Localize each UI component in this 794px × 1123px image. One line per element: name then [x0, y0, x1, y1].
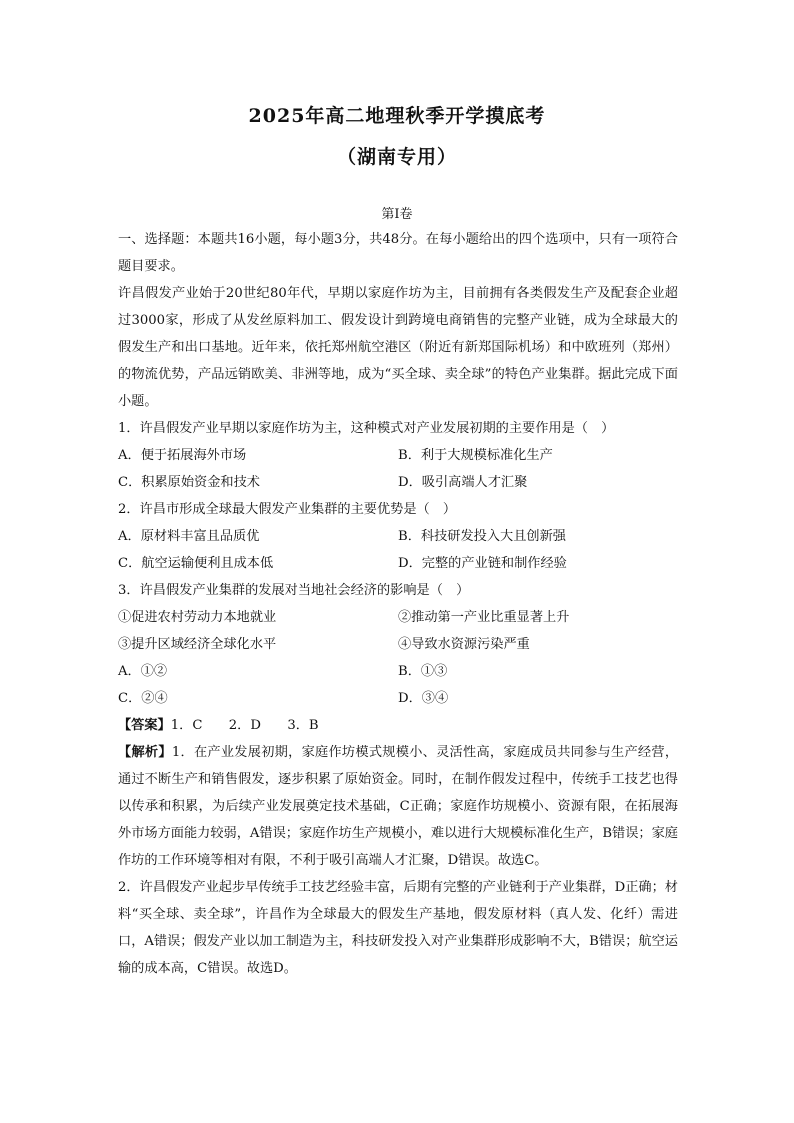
analysis-text-1: 1．在产业发展初期，家庭作坊模式规模小、灵活性高，家庭成员共同参与生产经营，通过不断生产和销售假发，逐步积累了原始资金。同时，在制作假发过程中，传统手工技艺也得以传承和积累，为后续产业发展奠定技术基础，C正确；家庭作坊规模小、资源有限，在拓展海外市场方面能力较弱，A错误；家庭作坊生产规模小，难以进行大规模标准化生产，B错误；家庭作坊的工作环境等相对有限，不利于吸引高端人才汇聚，D错误。故选C。: [118, 745, 679, 868]
option-b: B．①③: [398, 664, 448, 679]
question-stem: 3．许昌假发产业集群的发展对当地社会经济的影响是（ ）: [118, 583, 470, 598]
option-a: A．便于拓展海外市场: [118, 448, 247, 463]
question-stem: 1．许昌假发产业早期以家庭作坊为主，这种模式对产业发展初期的主要作用是（ ）: [118, 421, 615, 436]
question-2-options-row-2: [118, 550, 678, 577]
statement-4: ④导致水资源污染严重: [398, 637, 530, 652]
analysis-paragraph-1: [118, 739, 678, 874]
option-c: C．②④: [118, 691, 168, 706]
answer-label: 【答案】: [118, 718, 171, 733]
question-3-statements-row-1: [118, 604, 678, 631]
option-c: C．航空运输便利且成本低: [118, 556, 274, 571]
option-d: D．③④: [398, 691, 449, 706]
answer-line: [118, 712, 678, 739]
option-b: B．科技研发投入大且创新强: [398, 529, 566, 544]
question-3-options-row-1: [118, 658, 678, 685]
reading-passage: 许昌假发产业始于20世纪80年代，早期以家庭作坊为主，目前拥有各类假发生产及配套企业超过3000家，形成了从发丝原料加工、假发设计到跨境电商销售的完整产业链，成为全球最大的假发生产和出口基地。近年来，依托郑州航空港区（附近有新郑国际机场）和中欧班列（郑州）的物流优势，产品远销欧美、非洲等地，成为“买全球、卖全球”的特色产业集群。据此完成下面小题。: [118, 286, 678, 409]
document-body: [118, 226, 678, 982]
document-subtitle: （湖南专用）: [336, 146, 457, 168]
option-d: D．完整的产业链和制作经验: [398, 556, 567, 571]
statement-2: ②推动第一产业比重显著上升: [398, 610, 570, 625]
statement-1: ①促进农村劳动力本地就业: [118, 610, 277, 625]
option-b: B．利于大规模标准化生产: [398, 448, 553, 463]
question-1-options-row-2: [118, 469, 678, 496]
section-instructions: 一、选择题：本题共16小题，每小题3分，共48分。在每小题给出的四个选项中，只有一项符合题目要求。: [118, 232, 678, 274]
question-3-options-row-2: [118, 685, 678, 712]
option-d: D．吸引高端人才汇聚: [398, 475, 528, 490]
answer-text: 1．C 2．D 3．B: [170, 718, 319, 733]
document-title: 2025年高二地理秋季开学摸底考: [248, 105, 546, 127]
volume-label: 第Ⅰ卷: [381, 207, 413, 222]
question-3-statements-row-2: [118, 631, 678, 658]
question-1-stem: [118, 415, 678, 442]
analysis-paragraph-2: 2．许昌假发产业起步早传统手工技艺经验丰富，后期有完整的产业链利于产业集群，D正确；材料“买全球、卖全球”，许昌作为全球最大的假发生产基地，假发原材料（真人发、化纤）需进口，A错误；假发产业以加工制造为主，科技研发投入对产业集群形成影响不大，B错误；航空运输的成本高，C错误。故选D。: [118, 880, 678, 976]
question-1-options-row-1: [118, 442, 678, 469]
option-a: A．①②: [118, 664, 168, 679]
question-3-stem: [118, 577, 678, 604]
option-c: C．积累原始资金和技术: [118, 475, 260, 490]
question-stem: 2．许昌市形成全球最大假发产业集群的主要优势是（ ）: [118, 502, 457, 517]
question-2-stem: [118, 496, 678, 523]
question-2-options-row-1: [118, 523, 678, 550]
option-a: A．原材料丰富且品质优: [118, 529, 260, 544]
statement-3: ③提升区域经济全球化水平: [118, 637, 277, 652]
analysis-label: 【解析】: [118, 745, 172, 760]
